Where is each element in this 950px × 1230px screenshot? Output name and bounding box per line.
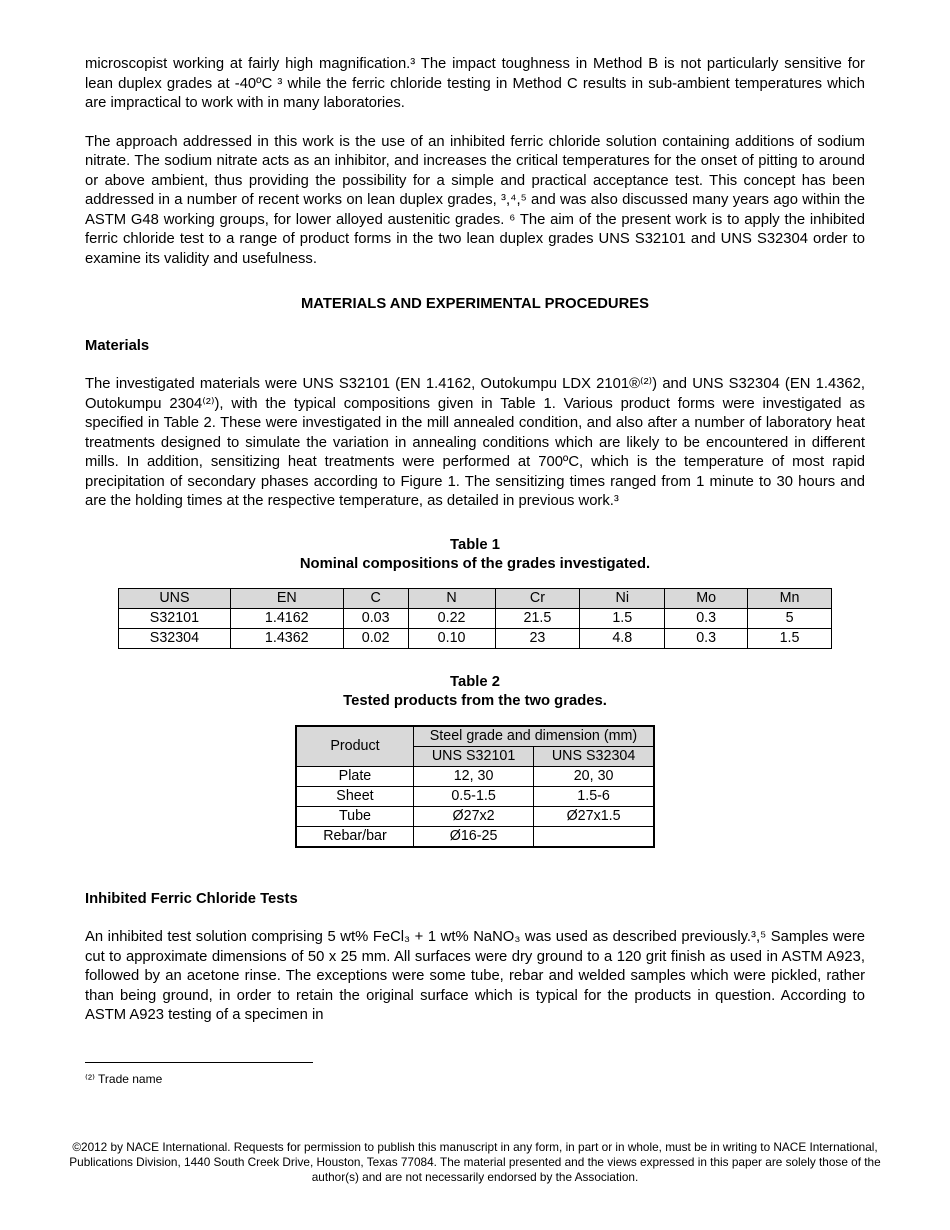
table-cell: Tube	[296, 806, 413, 826]
table-cell: S32304	[119, 628, 231, 648]
inhibited-tests-heading: Inhibited Ferric Chloride Tests	[85, 890, 298, 907]
table-header-cell: Product	[296, 726, 413, 767]
table-cell: 0.3	[665, 628, 748, 648]
materials-heading: Materials	[85, 337, 150, 354]
table-header-cell: C	[343, 588, 408, 608]
table-cell: 0.03	[343, 608, 408, 628]
table2-caption	[85, 673, 865, 712]
table-cell: 20, 30	[534, 766, 654, 786]
table-cell: 0.3	[665, 608, 748, 628]
table2-header-row	[296, 726, 654, 747]
table-row	[296, 826, 654, 847]
table-cell	[534, 826, 654, 847]
table2-title: Table 2	[450, 673, 500, 690]
table-cell: Ø27x2	[413, 806, 533, 826]
table1	[118, 588, 832, 649]
table-header-cell: Steel grade and dimension (mm)	[413, 726, 654, 747]
table-header-cell: N	[408, 588, 495, 608]
table-header-cell: UNS S32101	[413, 746, 533, 766]
table-cell: 0.10	[408, 628, 495, 648]
table-cell: 21.5	[495, 608, 580, 628]
table-cell: 1.4162	[230, 608, 343, 628]
intro-paragraph-2: The approach addressed in this work is the use of an inhibited ferric chloride solution containing additions of sodium nitrate. The sodium nitrate acts as an inhibitor, and increases the critical temperatures for the onset of pitting to around or above ambient, thus providing the possibility for a simple and practical acceptance test. This concept has been addressed in a number of recent works on lean duplex grades, ³,⁴,⁵ and was also discussed many years ago within the ASTM G48 working groups, for lower alloyed austenitic grades. ⁶ The aim of the present work is to apply the inhibited ferric chloride test to a range of product forms in the two lean duplex grades UNS S32101 and UNS S32304 order to examine its validity and usefulness.	[85, 133, 865, 267]
table-header-cell: EN	[230, 588, 343, 608]
footnote-text: ⁽²⁾ Trade name	[85, 1072, 163, 1086]
intro-paragraph-1: microscopist working at fairly high magnification.³ The impact toughness in Method B is not particularly sensitive for lean duplex grades at -40ºC ³ while the ferric chloride testing in Method C results in sub-ambient temperatures which are impractical to work with in many laboratories.	[85, 56, 865, 111]
table-cell: 0.02	[343, 628, 408, 648]
table-header-cell: UNS	[119, 588, 231, 608]
table-cell: 1.5	[748, 628, 832, 648]
table-cell: Rebar/bar	[296, 826, 413, 847]
table-cell: 23	[495, 628, 580, 648]
table1-header-row	[119, 588, 832, 608]
table-header-cell: Mn	[748, 588, 832, 608]
table-cell: Plate	[296, 766, 413, 786]
materials-paragraph: The investigated materials were UNS S32101 (EN 1.4162, Outokumpu LDX 2101®⁽²⁾) and UNS S32304 (EN 1.4362, Outokumpu 2304⁽²⁾), with the typical compositions given in Table 1. Various product forms were investigated as specified in Table 2. These were investigated in the mill annealed condition, and also after a number of laboratory heat treatments designed to simulate the variation in annealing conditions which are likely to be encountered in different mills. In addition, sensitizing heat treatments were performed at 700ºC, which is the temperature of most rapid precipitation of secondary phases according to Figure 1. The sensitizing times ranged from 1 minute to 30 hours and are the holding times at the respective temperature, as detailed in previous work.³	[85, 376, 865, 509]
table-header-cell: UNS S32304	[534, 746, 654, 766]
table-row	[296, 786, 654, 806]
table-cell: 1.5	[580, 608, 665, 628]
table-cell: 0.5-1.5	[413, 786, 533, 806]
inhibited-tests-paragraph: An inhibited test solution comprising 5 wt% FeCl₃ + 1 wt% NaNO₃ was used as described previously.³,⁵ Samples were cut to approximate dimensions of 50 x 25 mm. All surfaces were dry ground to a 120 grit finish as used in ASTM A923, followed by an acetone rinse. The exceptions were some tube, rebar and welded samples which were pickled, rather than being ground, in order to retain the original surface which is typical for the products in question. According to ASTM A923 testing of a specimen in	[85, 929, 865, 1023]
table-cell: Ø27x1.5	[534, 806, 654, 826]
table-row	[119, 628, 832, 648]
table-cell: 4.8	[580, 628, 665, 648]
table-header-cell: Mo	[665, 588, 748, 608]
table-header-cell: Cr	[495, 588, 580, 608]
table-row	[119, 608, 832, 628]
table1-subtitle: Nominal compositions of the grades investigated.	[299, 556, 651, 572]
table-cell: 0.22	[408, 608, 495, 628]
table-cell: 1.5-6	[534, 786, 654, 806]
table-cell: 1.4362	[230, 628, 343, 648]
footnote-block	[85, 1062, 865, 1087]
table2	[295, 725, 655, 848]
table-cell: 5	[748, 608, 832, 628]
table-row	[296, 766, 654, 786]
section-heading: MATERIALS AND EXPERIMENTAL PROCEDURES	[300, 296, 650, 312]
footnote-divider	[85, 1062, 313, 1063]
table-cell: S32101	[119, 608, 231, 628]
table-row	[296, 806, 654, 826]
table-cell: Ø16-25	[413, 826, 533, 847]
table-cell: 12, 30	[413, 766, 533, 786]
table1-title: Table 1	[450, 536, 500, 553]
table-header-cell: Ni	[580, 588, 665, 608]
table2-subtitle: Tested products from the two grades.	[343, 693, 607, 709]
copyright-footer: ©2012 by NACE International. Requests for permission to publish this manuscript in any form, in part or in whole, must be in writing to NACE International, Publications Division, 1440 South Creek Drive, Houston, Texas 77084. The material presented and the views expressed in this paper are solely those of the author(s) and are not necessarily endorsed by the Association.	[69, 1140, 881, 1184]
table-cell: Sheet	[296, 786, 413, 806]
table1-caption	[85, 536, 865, 575]
